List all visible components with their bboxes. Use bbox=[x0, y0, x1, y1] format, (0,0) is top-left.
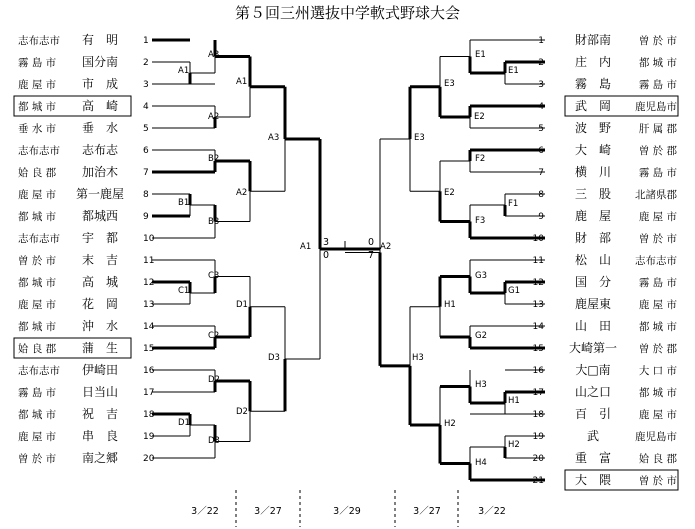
left-team-area: 志布志市 bbox=[18, 233, 60, 245]
right-team-name: 鹿 屋 bbox=[574, 209, 612, 223]
right-team-seed: 3 bbox=[538, 80, 544, 90]
left-team-name: 都城西 bbox=[81, 209, 119, 223]
left-team-name: 宇 都 bbox=[81, 231, 119, 245]
right-team-name: 横 川 bbox=[574, 165, 612, 179]
left-team-seed: 17 bbox=[143, 388, 155, 398]
right-match-label: G1 bbox=[508, 286, 520, 296]
right-team-name: 大 崎 bbox=[574, 143, 612, 157]
left-team-name: 市 成 bbox=[81, 77, 119, 91]
left-team-name: 高 崎 bbox=[81, 99, 119, 113]
left-team-seed: 10 bbox=[143, 234, 155, 244]
right-team-name: 三 股 bbox=[574, 187, 612, 201]
right-match-label: E2 bbox=[444, 188, 455, 198]
right-team-name: 国 分 bbox=[574, 275, 612, 289]
right-team-area: 曽 於 市 bbox=[638, 233, 677, 245]
right-team-area: 肝 属 郡 bbox=[638, 123, 677, 135]
right-team-seed: 16 bbox=[532, 366, 544, 376]
right-team-seed: 13 bbox=[532, 300, 544, 310]
left-team-area: 曽 於 市 bbox=[18, 255, 57, 267]
right-match-label: F2 bbox=[475, 154, 486, 164]
right-team-seed: 21 bbox=[532, 476, 544, 486]
left-team-seed: 8 bbox=[143, 190, 149, 200]
right-match-label: H3 bbox=[475, 380, 487, 390]
right-match-label: A2 bbox=[380, 242, 392, 252]
left-match-label: D3 bbox=[208, 436, 220, 446]
right-match-label: G2 bbox=[475, 331, 487, 341]
right-team-area: 曽 於 市 bbox=[638, 475, 677, 487]
left-team-area: 鹿 屋 市 bbox=[18, 189, 57, 201]
round-date-label: 3／29 bbox=[333, 506, 361, 517]
left-match-label: D1 bbox=[236, 300, 248, 310]
left-team-seed: 3 bbox=[143, 80, 149, 90]
left-team-name: 日当山 bbox=[81, 385, 119, 399]
left-match-label: A3 bbox=[208, 50, 220, 60]
right-team-area: 曽 於 市 bbox=[638, 35, 677, 47]
right-team-name: 財 部 bbox=[574, 231, 612, 245]
left-team-seed: 19 bbox=[143, 432, 155, 442]
left-match-label: C2 bbox=[208, 331, 220, 341]
right-team-area: 都 城 市 bbox=[638, 387, 677, 399]
right-team-seed: 20 bbox=[532, 454, 544, 464]
right-match-label: F3 bbox=[475, 216, 486, 226]
right-team-name: 霧 島 bbox=[574, 77, 612, 91]
left-team-area: 都 城 市 bbox=[18, 321, 57, 333]
left-team-seed: 11 bbox=[143, 256, 155, 266]
tournament-title: 第５回三州選抜中学軟式野球大会 bbox=[234, 4, 460, 22]
left-match-label: B2 bbox=[208, 154, 220, 164]
right-team-area: 姶 良 郡 bbox=[638, 453, 677, 465]
left-team-area: 鹿 屋 市 bbox=[18, 431, 57, 443]
left-team-name: 祝 吉 bbox=[81, 407, 119, 421]
left-team-name: 花 岡 bbox=[81, 297, 119, 311]
left-match-label: C1 bbox=[178, 286, 190, 296]
left-team-seed: 20 bbox=[143, 454, 155, 464]
right-team-name: 山 田 bbox=[574, 319, 612, 333]
left-team-area: 都 城 市 bbox=[18, 409, 57, 421]
left-team-name: 伊崎田 bbox=[81, 363, 119, 377]
right-team-area: 大 口 市 bbox=[638, 365, 677, 377]
right-team-name: 重 富 bbox=[574, 451, 612, 465]
right-match-label: H1 bbox=[444, 300, 456, 310]
round-date-label: 3／27 bbox=[254, 506, 282, 517]
left-team-name: 蒲 生 bbox=[81, 341, 119, 355]
left-team-area: 都 城 市 bbox=[18, 277, 57, 289]
right-team-seed: 2 bbox=[538, 58, 544, 68]
right-team-name: 財部南 bbox=[574, 33, 612, 47]
right-team-name: 山之口 bbox=[574, 385, 612, 399]
final-left-subscore: 0 bbox=[322, 250, 330, 261]
left-match-label: A1 bbox=[178, 66, 190, 76]
final-right-score: 0 bbox=[367, 237, 375, 248]
right-match-label: H2 bbox=[444, 419, 456, 429]
left-team-seed: 7 bbox=[143, 168, 149, 178]
left-team-seed: 9 bbox=[143, 212, 149, 222]
left-match-label: B3 bbox=[208, 217, 220, 227]
left-team-name: 末 吉 bbox=[81, 253, 119, 267]
right-team-area: 鹿児島市 bbox=[635, 431, 677, 443]
right-team-seed: 12 bbox=[532, 278, 544, 288]
right-team-seed: 4 bbox=[538, 102, 544, 112]
left-match-label: A1 bbox=[236, 77, 248, 87]
left-team-seed: 14 bbox=[143, 322, 155, 332]
left-team-area: 曽 於 市 bbox=[18, 453, 57, 465]
right-team-seed: 14 bbox=[532, 322, 544, 332]
left-team-seed: 6 bbox=[143, 146, 149, 156]
round-date-label: 3／22 bbox=[478, 506, 506, 517]
right-team-area: 霧 島 市 bbox=[638, 277, 677, 289]
left-match-label: A2 bbox=[208, 112, 220, 122]
final-left-score: 3 bbox=[322, 237, 330, 248]
right-team-name: 鹿屋東 bbox=[574, 297, 612, 311]
round-date-label: 3／22 bbox=[191, 506, 219, 517]
right-team-area: 鹿 屋 市 bbox=[638, 211, 677, 223]
right-match-label: H3 bbox=[412, 353, 424, 363]
left-match-label: D1 bbox=[178, 418, 190, 428]
right-team-area: 都 城 市 bbox=[638, 57, 677, 69]
right-team-seed: 5 bbox=[538, 124, 544, 134]
right-team-seed: 10 bbox=[532, 234, 544, 244]
right-team-name: 百 引 bbox=[574, 407, 612, 421]
left-team-seed: 1 bbox=[143, 36, 149, 46]
right-team-name: 大 隈 bbox=[574, 473, 612, 487]
right-match-label: H4 bbox=[475, 458, 487, 468]
right-team-seed: 18 bbox=[532, 410, 544, 420]
left-team-area: 霧 島 市 bbox=[18, 387, 57, 399]
left-team-area: 鹿 屋 市 bbox=[18, 299, 57, 311]
right-match-label: F1 bbox=[508, 199, 519, 209]
left-team-seed: 2 bbox=[143, 58, 149, 68]
right-match-label: E1 bbox=[475, 50, 486, 60]
round-date-label: 3／27 bbox=[413, 506, 441, 517]
right-match-label: E2 bbox=[474, 112, 485, 122]
left-team-area: 志布志市 bbox=[18, 145, 60, 157]
right-team-area: 鹿 屋 市 bbox=[638, 299, 677, 311]
right-team-name: 波 野 bbox=[574, 121, 612, 135]
left-team-area: 都 城 市 bbox=[18, 101, 57, 113]
right-team-area: 鹿児島市 bbox=[635, 101, 677, 113]
left-team-seed: 16 bbox=[143, 366, 155, 376]
left-team-area: 霧 島 市 bbox=[18, 57, 57, 69]
left-team-area: 姶 良 郡 bbox=[18, 343, 57, 355]
right-team-name: 武 bbox=[586, 429, 600, 443]
left-match-label: D2 bbox=[236, 407, 248, 417]
left-team-name: 有 明 bbox=[81, 33, 119, 47]
left-match-label: D3 bbox=[268, 353, 280, 363]
left-team-name: 南之郷 bbox=[81, 451, 119, 465]
right-match-label: E3 bbox=[414, 133, 425, 143]
right-match-label: G3 bbox=[475, 271, 487, 281]
left-match-label: A2 bbox=[236, 188, 248, 198]
left-match-label: C3 bbox=[208, 271, 220, 281]
right-match-label: H2 bbox=[508, 440, 520, 450]
left-team-area: 志布志市 bbox=[18, 365, 60, 377]
right-match-label: E3 bbox=[444, 79, 455, 89]
right-team-area: 都 城 市 bbox=[638, 321, 677, 333]
left-team-seed: 4 bbox=[143, 102, 149, 112]
right-team-name: 武 岡 bbox=[574, 99, 612, 113]
right-team-seed: 7 bbox=[538, 168, 544, 178]
left-team-name: 高 城 bbox=[81, 275, 119, 289]
left-team-seed: 18 bbox=[143, 410, 155, 420]
right-team-name: 庄 内 bbox=[574, 55, 612, 69]
right-match-label: E1 bbox=[508, 66, 519, 76]
left-team-name: 加治木 bbox=[81, 165, 119, 179]
left-team-name: 沖 水 bbox=[81, 319, 119, 333]
left-team-seed: 13 bbox=[143, 300, 155, 310]
right-team-area: 曽 於 郡 bbox=[638, 145, 677, 157]
left-team-seed: 15 bbox=[143, 344, 155, 354]
right-match-label: H1 bbox=[508, 396, 520, 406]
right-team-seed: 6 bbox=[538, 146, 544, 156]
right-team-seed: 15 bbox=[532, 344, 544, 354]
left-team-name: 垂 水 bbox=[81, 121, 119, 135]
right-team-area: 霧 島 市 bbox=[638, 167, 677, 179]
left-team-name: 第一鹿屋 bbox=[75, 187, 125, 201]
right-team-area: 霧 島 市 bbox=[638, 79, 677, 91]
left-match-label: B1 bbox=[178, 198, 190, 208]
left-match-label: D2 bbox=[208, 375, 220, 385]
right-team-name: 大□南 bbox=[575, 363, 611, 377]
right-team-seed: 9 bbox=[538, 212, 544, 222]
left-team-area: 鹿 屋 市 bbox=[18, 79, 57, 91]
right-team-seed: 8 bbox=[538, 190, 544, 200]
left-team-area: 都 城 市 bbox=[18, 211, 57, 223]
left-team-area: 志布志市 bbox=[18, 35, 60, 47]
left-team-area: 垂 水 市 bbox=[18, 123, 57, 135]
right-team-area: 曽 於 郡 bbox=[638, 343, 677, 355]
right-team-seed: 19 bbox=[532, 432, 544, 442]
right-team-area: 志布志市 bbox=[635, 255, 677, 267]
left-match-label: A1 bbox=[300, 242, 312, 252]
right-team-area: 北諸県郡 bbox=[635, 189, 677, 201]
right-team-area: 鹿 屋 市 bbox=[638, 409, 677, 421]
right-team-name: 松 山 bbox=[574, 253, 612, 267]
right-team-seed: 17 bbox=[532, 388, 544, 398]
left-team-name: 国分南 bbox=[81, 55, 119, 69]
right-team-name: 大崎第一 bbox=[568, 341, 618, 355]
final-right-subscore: 7 bbox=[367, 250, 375, 261]
left-team-name: 志布志 bbox=[81, 143, 119, 157]
left-team-name: 串 良 bbox=[81, 429, 119, 443]
left-team-seed: 12 bbox=[143, 278, 155, 288]
right-team-seed: 1 bbox=[538, 36, 544, 46]
left-team-seed: 5 bbox=[143, 124, 149, 134]
right-team-seed: 11 bbox=[532, 256, 544, 266]
left-team-area: 姶 良 郡 bbox=[18, 167, 57, 179]
left-match-label: A3 bbox=[268, 133, 280, 143]
